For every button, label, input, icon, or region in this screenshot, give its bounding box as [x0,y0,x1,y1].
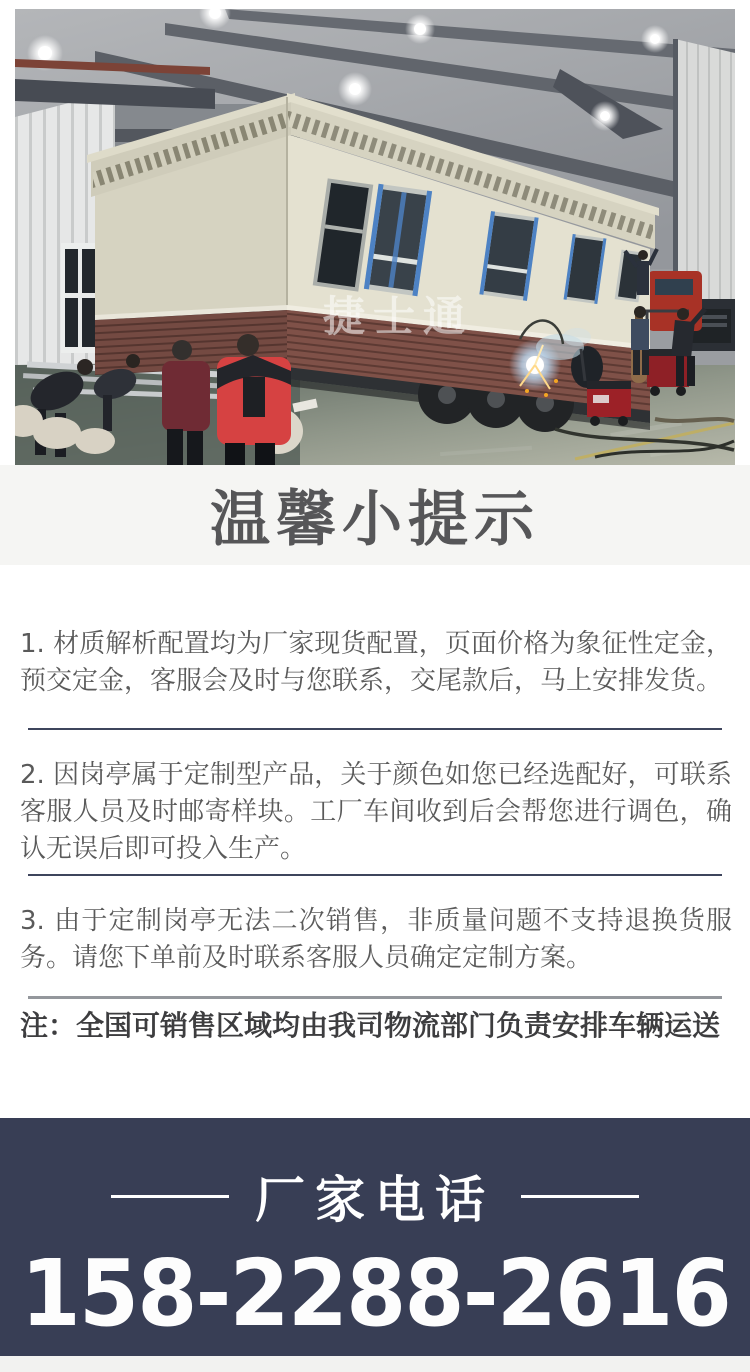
tip-item-1: 1. 材质解析配置均为厂家现货配置，页面价格为象征性定金，预交定金，客服会及时与您联系，交尾款后，马上安排发货。 [20,629,732,696]
tips-title-band [0,465,750,565]
manufacturer-contact-footer [0,1118,750,1356]
bottom-strip [0,1356,750,1372]
factory-photo-scene [15,9,735,465]
divider [28,874,722,876]
phone-number: 158-2288-2616 [20,1240,730,1347]
photo-watermark: 捷士通 [323,292,474,341]
divider [28,728,722,730]
tip-item-2: 2. 因岗亭属于定制型产品，关于颜色如您已经选配好，可联系客服人员及时邮寄样块。工厂车间收到后会帮您进行调色，确认无误后即可投入生产。 [20,760,732,864]
welding-smoke [563,328,591,346]
tip-item-3: 3. 由于定制岗亭无法二次销售，非质量问题不支持退换货服务。请您下单前及时联系客服人员确定定制方案。 [20,906,732,973]
footer-label-row [111,1160,639,1232]
tips-title: 温馨小提示 [210,485,540,555]
divider [28,996,722,999]
decorative-line-left [111,1195,229,1198]
left-wall-window [61,243,99,353]
shipping-note: 注：全国可销售区域均由我司物流部门负责安排车辆运送 [20,1009,721,1042]
footer-label: 厂家电话 [255,1171,495,1229]
factory-photo [15,9,735,465]
decorative-line-right [521,1195,639,1198]
